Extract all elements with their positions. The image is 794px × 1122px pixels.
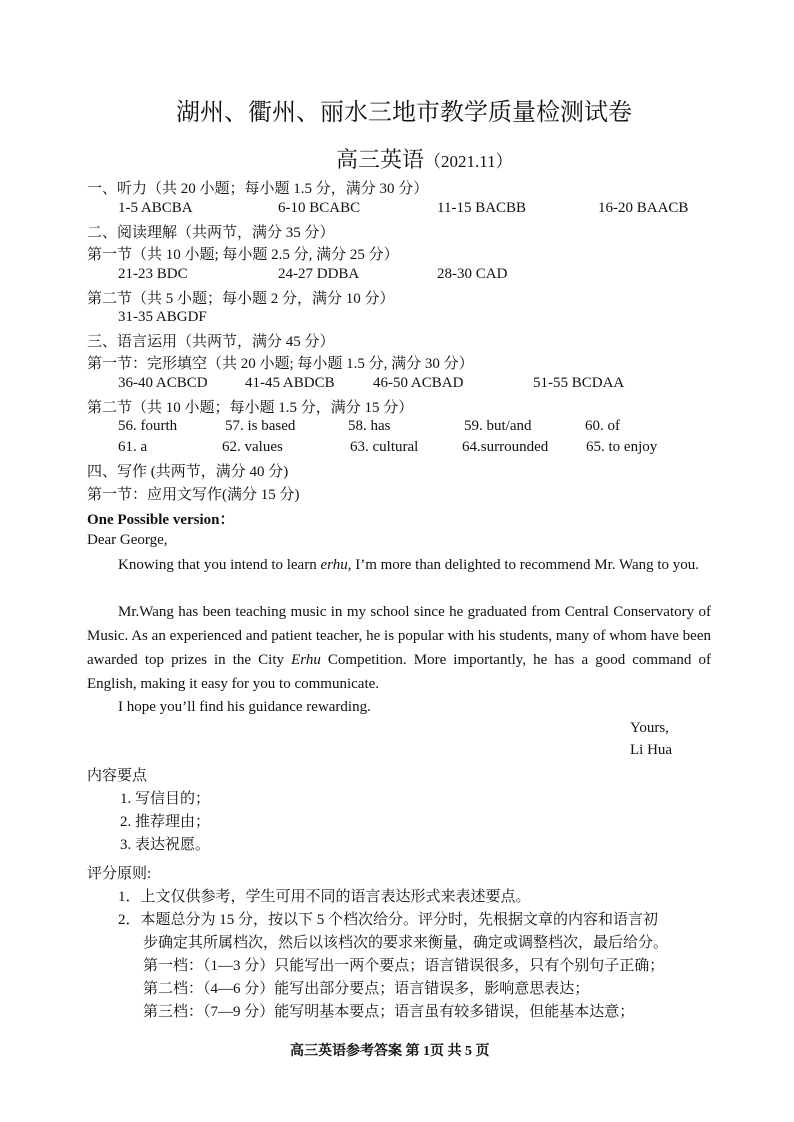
essay-paragraph-3 xyxy=(87,695,711,719)
essay-closing: Yours, xyxy=(630,720,669,736)
essay-signature: Li Hua xyxy=(630,742,673,758)
key-point-item: 2. 推荐理由； xyxy=(120,814,211,830)
page-footer: 高三英语参考答案 第 1页 共 5 页 xyxy=(290,1044,490,1059)
exam-date: （2021.11） xyxy=(424,152,513,171)
grading-rule-cont: 步确定其所属档次，然后以该档次的要求来衡量，确定或调整档次，最后给分。 xyxy=(143,935,669,951)
grammar-answer: 59. but/and xyxy=(464,418,532,434)
language-heading: 三、语言运用（共两节，满分 45 分） xyxy=(87,334,335,350)
document-title: 湖州、衢州、丽水三地市教学质量检测试卷 xyxy=(176,100,632,126)
essay-label: One Possible version： xyxy=(87,512,235,528)
grammar-answer: 58. has xyxy=(348,418,391,434)
reading-heading: 二、阅读理解（共两节，满分 35 分） xyxy=(87,225,335,241)
essay-greeting: Dear George, xyxy=(87,532,168,548)
answer-group: 6-10 BCABC xyxy=(278,200,361,216)
reading-part2-heading: 第二节（共 5 小题；每小题 2 分，满分 10 分） xyxy=(87,291,395,307)
writing-part1-heading: 第一节：应用文写作(满分 15 分) xyxy=(87,487,300,503)
subject-name: 高三英语 xyxy=(336,147,425,172)
essay-text: Knowing that you intend to learn xyxy=(118,557,321,573)
essay-emphasis: Erhu xyxy=(291,652,321,668)
key-points-heading: 内容要点 xyxy=(87,768,148,784)
grammar-answer: 61. a xyxy=(118,439,148,455)
grading-level: 第三档：（7—9 分）能写明基本要点；语言虽有较多错误，但能基本达意； xyxy=(143,1004,635,1020)
grammar-answer: 60. of xyxy=(585,418,620,434)
grading-rule: 2．本题总分为 15 分，按以下 5 个档次给分。评分时，先根据文章的内容和语言初 xyxy=(118,912,659,928)
answer-group: 11-15 BACBB xyxy=(437,200,527,216)
answer-group: 36-40 ACBCD xyxy=(118,375,208,391)
answer-group: 41-45 ABDCB xyxy=(245,375,335,391)
grammar-answer: 57. is based xyxy=(225,418,296,434)
grammar-answer: 62. values xyxy=(222,439,283,455)
essay-text: Competition. More importantly, he has a good command of English, making it easy for you to communicate. xyxy=(87,652,711,692)
answer-group: 31-35 ABGDF xyxy=(118,309,207,325)
answer-group: 1-5 ABCBA xyxy=(118,200,193,216)
key-point-item: 1. 写信目的； xyxy=(120,791,211,807)
reading-part1-heading: 第一节（共 10 小题; 每小题 2.5 分, 满分 25 分） xyxy=(87,247,399,263)
essay-emphasis: erhu xyxy=(320,557,348,573)
grammar-answer: 56. fourth xyxy=(118,418,178,434)
essay-paragraph-1 xyxy=(87,553,711,577)
document-subtitle xyxy=(336,143,513,174)
essay-text: Mr.Wang has been teaching music in my school since he graduated from Central Conservatory of Music. As an experienced and patient teacher, he is popular with his students, many of whom have been awarded top prizes in the City xyxy=(87,604,711,668)
answer-group: 51-55 BCDAA xyxy=(533,375,625,391)
essay-text: , I’m more than delighted to recommend Mr. Wang to you. xyxy=(347,557,700,573)
answer-group: 16-20 BAACB xyxy=(598,200,689,216)
answer-group: 21-23 BDC xyxy=(118,266,188,282)
grading-level: 第二档：（4—6 分）能写出部分要点；语言错误多，影响意思表达； xyxy=(143,981,590,997)
cloze-heading: 第一节：完形填空（共 20 小题; 每小题 1.5 分, 满分 30 分） xyxy=(87,356,474,372)
grammar-heading: 第二节（共 10 小题；每小题 1.5 分，满分 15 分） xyxy=(87,400,414,416)
answer-group: 46-50 ACBAD xyxy=(373,375,464,391)
grading-heading: 评分原则: xyxy=(87,866,152,882)
answer-group: 28-30 CAD xyxy=(437,266,508,282)
listening-heading: 一、听力（共 20 小题；每小题 1.5 分，满分 30 分） xyxy=(87,181,429,197)
grading-level: 第一档：（1—3 分）只能写出一两个要点；语言错误很多，只有个别句子正确； xyxy=(143,958,665,974)
grading-rule: 1．上文仅供参考，学生可用不同的语言表达形式来表述要点。 xyxy=(118,889,531,905)
grammar-answer: 65. to enjoy xyxy=(586,439,658,455)
grammar-answer: 63. cultural xyxy=(350,439,419,455)
grammar-answer: 64.surrounded xyxy=(462,439,549,455)
answer-group: 24-27 DDBA xyxy=(278,266,360,282)
essay-text: I hope you’ll find his guidance rewarding. xyxy=(118,699,371,715)
writing-heading: 四、写作 (共两节，满分 40 分) xyxy=(87,464,289,480)
key-point-item: 3. 表达祝愿。 xyxy=(120,837,211,853)
essay-paragraph-2 xyxy=(87,600,711,696)
